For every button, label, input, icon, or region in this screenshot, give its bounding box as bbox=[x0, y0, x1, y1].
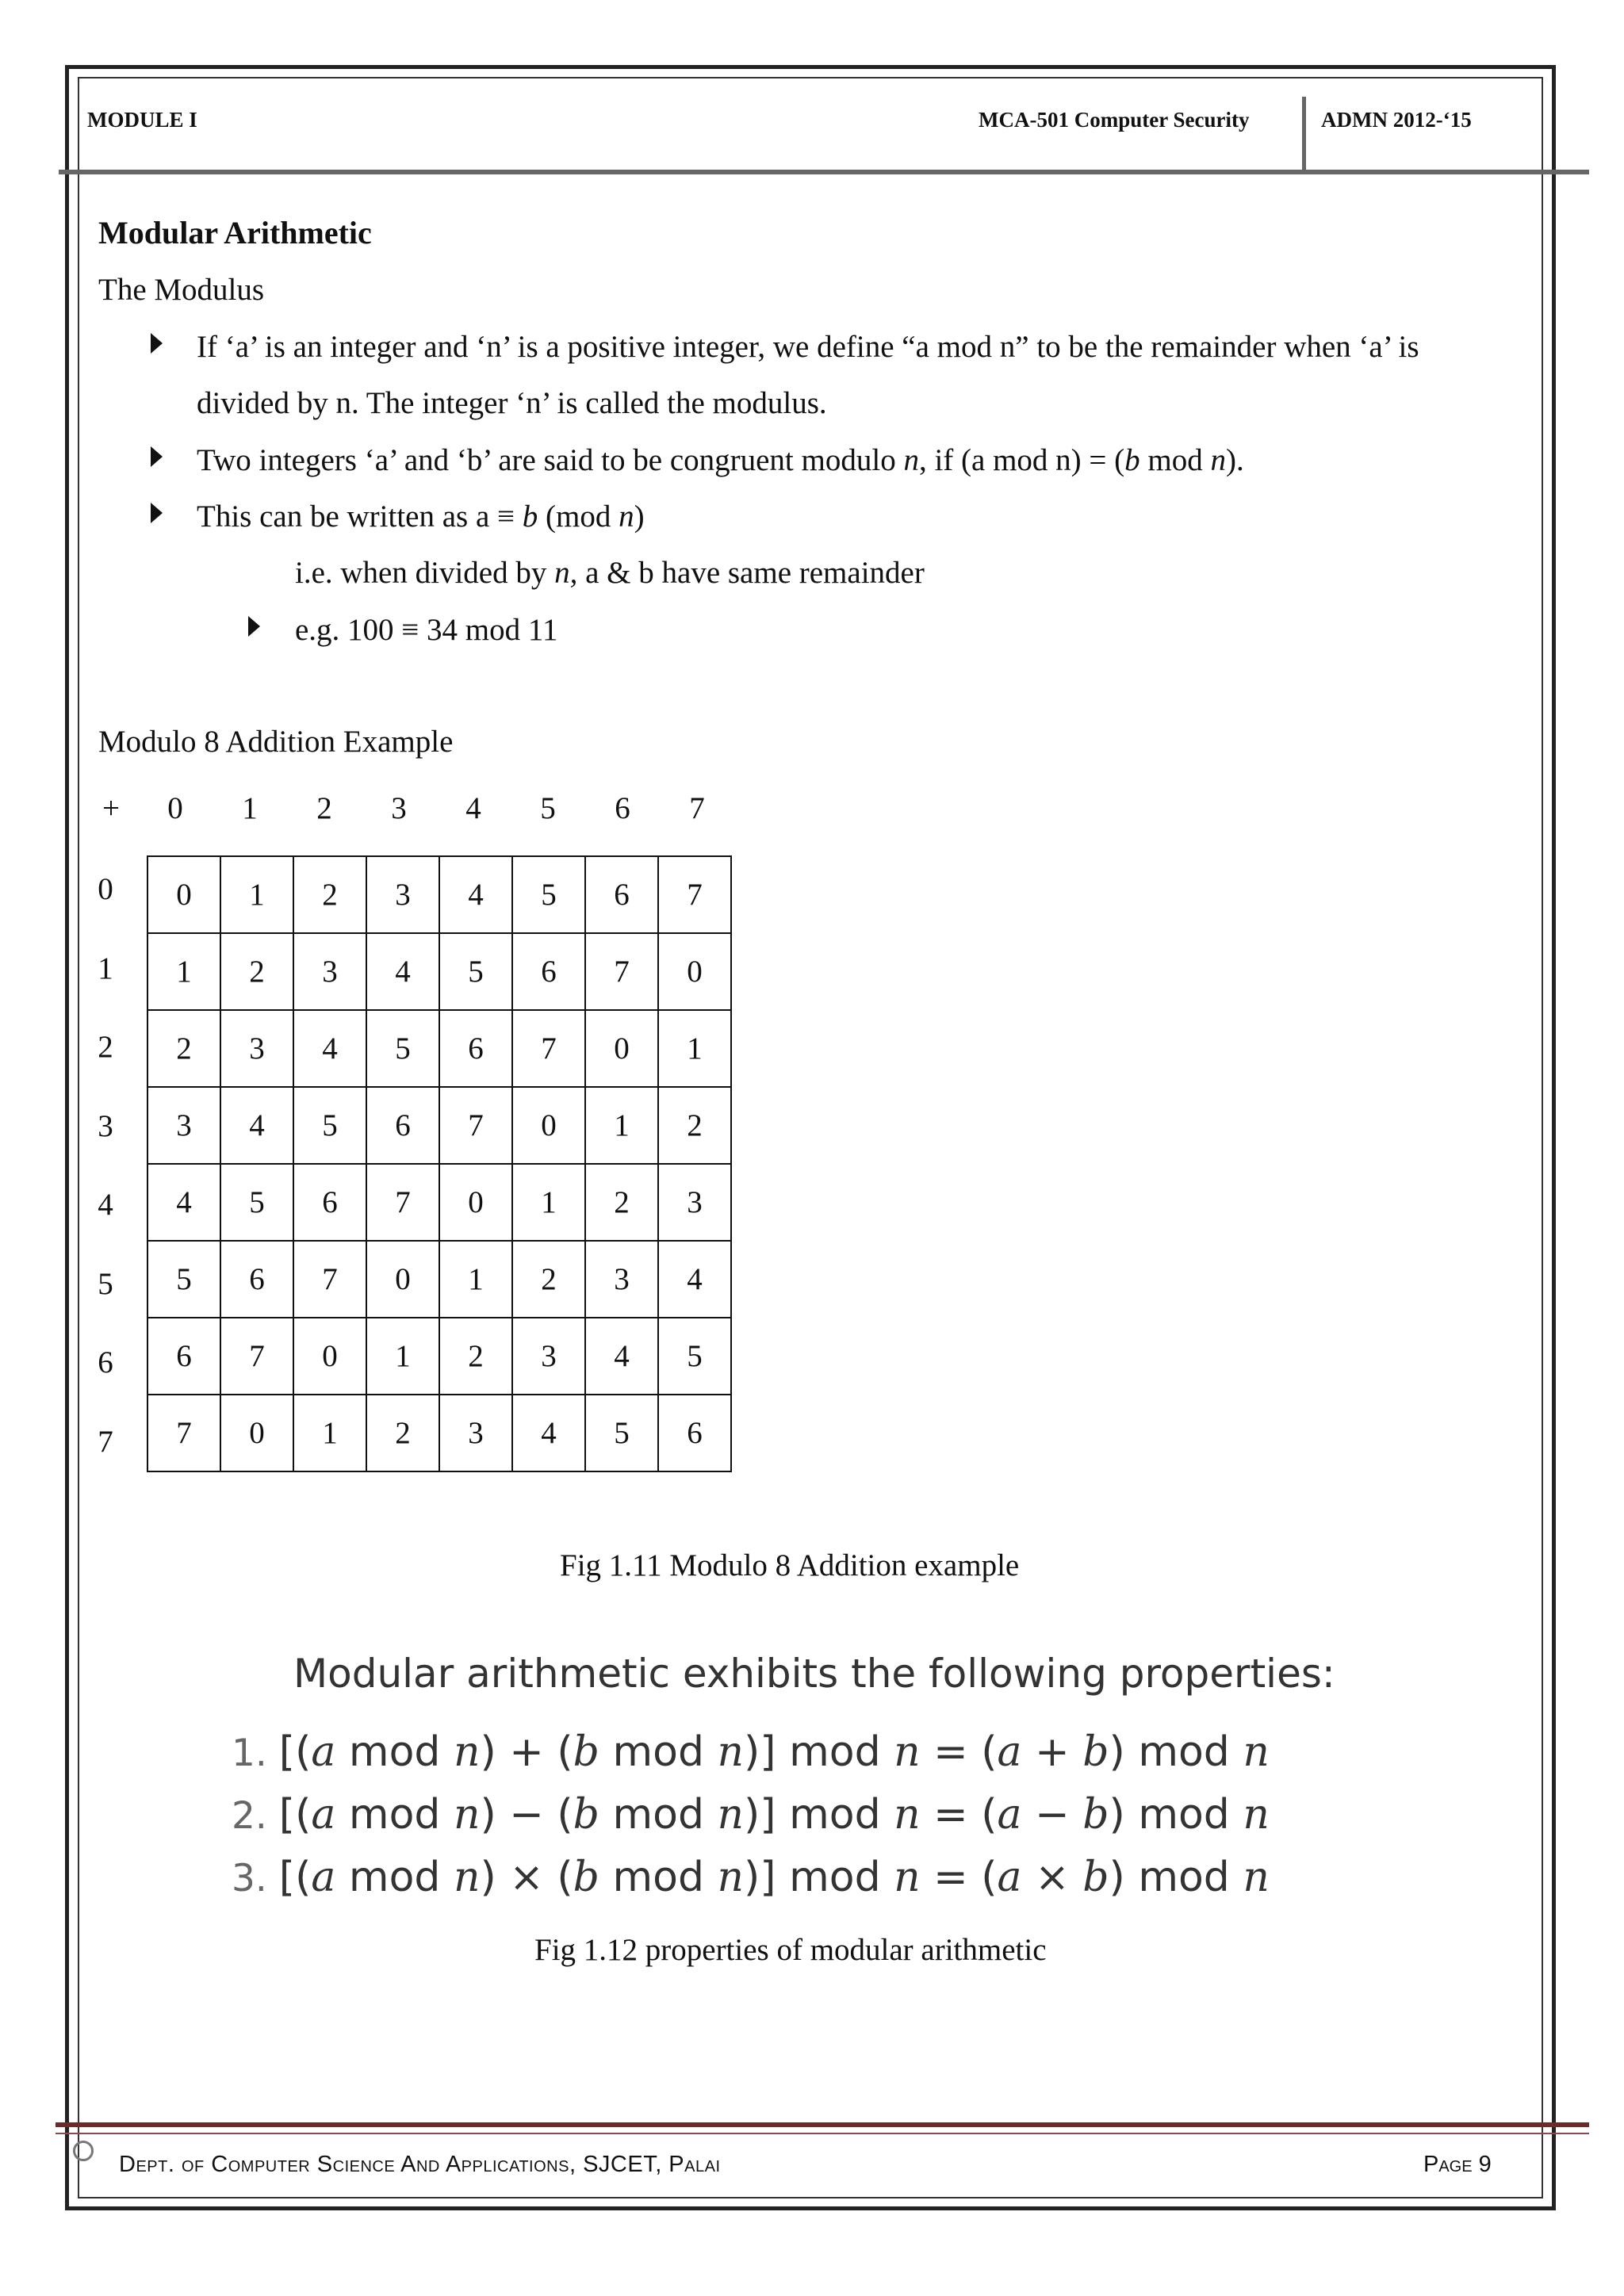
table-cell: 6 bbox=[147, 1318, 220, 1395]
table-cell: 1 bbox=[512, 1164, 585, 1241]
table-cell: 7 bbox=[293, 1241, 366, 1318]
property-item bbox=[232, 1728, 1270, 1776]
column-header: 3 bbox=[391, 791, 407, 825]
table-cell: 0 bbox=[512, 1087, 585, 1164]
table-cell: 5 bbox=[366, 1010, 439, 1087]
footer-department: Dept. of Computer Science And Applications, SJCET, Palai bbox=[119, 2152, 721, 2177]
section-title: Modular Arithmetic bbox=[98, 215, 372, 251]
column-header: 6 bbox=[615, 791, 630, 825]
properties-title: Modular arithmetic exhibits the following properties: bbox=[293, 1651, 1335, 1697]
row-label: 1 bbox=[98, 951, 113, 985]
table-cell: 6 bbox=[585, 856, 658, 933]
table-operator: + bbox=[102, 791, 120, 825]
bullet-arrow-icon bbox=[151, 446, 163, 467]
table-cell: 5 bbox=[220, 1164, 293, 1241]
note-text: i.e. when divided by bbox=[295, 556, 555, 590]
table-cell: 1 bbox=[658, 1010, 731, 1087]
bullet-3-text: This can be written as a ≡ bbox=[197, 499, 523, 534]
fig-1-12-caption: Fig 1.12 properties of modular arithmetic bbox=[534, 1933, 1047, 1967]
bullet-arrow-icon bbox=[248, 616, 260, 637]
table-cell: 7 bbox=[439, 1087, 512, 1164]
bullet-2-var: b bbox=[1124, 443, 1140, 477]
table-cell: 2 bbox=[512, 1241, 585, 1318]
table-cell: 2 bbox=[220, 933, 293, 1010]
bullet-2-var: n bbox=[903, 443, 919, 477]
property-number: 2. bbox=[232, 1794, 279, 1838]
table-cell: 3 bbox=[585, 1241, 658, 1318]
column-header: 4 bbox=[465, 791, 481, 825]
table-title: Modulo 8 Addition Example bbox=[98, 725, 454, 759]
table-cell: 6 bbox=[439, 1010, 512, 1087]
table-cell: 2 bbox=[658, 1087, 731, 1164]
table-cell: 2 bbox=[439, 1318, 512, 1395]
table-cell: 5 bbox=[147, 1241, 220, 1318]
table-cell: 6 bbox=[366, 1087, 439, 1164]
bullet-2-text: ). bbox=[1225, 443, 1244, 477]
table-cell: 4 bbox=[293, 1010, 366, 1087]
property-number: 1. bbox=[232, 1732, 279, 1775]
header-module: MODULE I bbox=[87, 108, 197, 132]
table-cell: 2 bbox=[366, 1395, 439, 1471]
column-header: 2 bbox=[316, 791, 332, 825]
column-header: 1 bbox=[242, 791, 258, 825]
table-cell: 3 bbox=[147, 1087, 220, 1164]
table-row bbox=[147, 1241, 731, 1318]
column-header: 7 bbox=[689, 791, 705, 825]
table-row bbox=[147, 933, 731, 1010]
property-item bbox=[232, 1854, 1270, 1901]
example-line: e.g. 100 ≡ 34 mod 11 bbox=[295, 613, 558, 647]
table-cell: 2 bbox=[585, 1164, 658, 1241]
footer-page-number: Page 9 bbox=[1423, 2152, 1492, 2177]
bullet-2-text: mod bbox=[1139, 443, 1211, 477]
table-cell: 3 bbox=[366, 856, 439, 933]
table-cell: 2 bbox=[147, 1010, 220, 1087]
table-cell: 0 bbox=[293, 1318, 366, 1395]
bullet-arrow-icon bbox=[151, 333, 163, 354]
table-cell: 3 bbox=[658, 1164, 731, 1241]
table-cell: 6 bbox=[293, 1164, 366, 1241]
row-label: 7 bbox=[98, 1424, 113, 1459]
bullet-1-line-1: If ‘a’ is an integer and ‘n’ is a positive integer, we define “a mod n” to be the remainder when ‘a’ is bbox=[197, 330, 1419, 364]
table-cell: 4 bbox=[512, 1395, 585, 1471]
table-cell: 1 bbox=[220, 856, 293, 933]
table-row bbox=[147, 1010, 731, 1087]
row-label: 0 bbox=[98, 872, 113, 906]
column-header: 0 bbox=[167, 791, 183, 825]
college-logo-icon bbox=[73, 2141, 94, 2161]
row-label: 4 bbox=[98, 1188, 113, 1222]
table-cell: 7 bbox=[658, 856, 731, 933]
table-cell: 4 bbox=[439, 856, 512, 933]
table-cell: 7 bbox=[220, 1318, 293, 1395]
table-cell: 1 bbox=[366, 1318, 439, 1395]
bullet-3-var: n bbox=[619, 499, 634, 534]
header-batch: ADMN 2012-‘15 bbox=[1321, 108, 1472, 132]
row-label: 6 bbox=[98, 1345, 113, 1380]
table-cell: 6 bbox=[512, 933, 585, 1010]
bullet-arrow-icon bbox=[151, 503, 163, 523]
table-cell: 1 bbox=[585, 1087, 658, 1164]
table-cell: 5 bbox=[293, 1087, 366, 1164]
footer-rule bbox=[56, 2122, 1589, 2127]
column-header: 5 bbox=[540, 791, 556, 825]
bullet-2 bbox=[197, 445, 1244, 476]
table-cell: 3 bbox=[220, 1010, 293, 1087]
note-var: n, bbox=[554, 556, 578, 590]
fig-1-11-caption: Fig 1.11 Modulo 8 Addition example bbox=[560, 1548, 1020, 1582]
table-cell: 7 bbox=[147, 1395, 220, 1471]
section-subtitle: The Modulus bbox=[98, 273, 265, 307]
table-cell: 4 bbox=[585, 1318, 658, 1395]
table-cell: 0 bbox=[147, 856, 220, 933]
bullet-3-text: ) bbox=[634, 499, 645, 534]
table-cell: 1 bbox=[439, 1241, 512, 1318]
table-cell: 1 bbox=[293, 1395, 366, 1471]
table-cell: 4 bbox=[366, 933, 439, 1010]
note-text: a & b have same remainder bbox=[577, 556, 925, 590]
property-formula: [(a mod n) × (b mod n)] mod n = (a × b) mod n bbox=[278, 1854, 1270, 1901]
table-cell: 0 bbox=[366, 1241, 439, 1318]
bullet-2-text: , if (a mod n) = ( bbox=[918, 443, 1125, 477]
header-separator bbox=[1302, 97, 1306, 170]
bullet-2-var: n bbox=[1210, 443, 1226, 477]
table-cell: 0 bbox=[585, 1010, 658, 1087]
table-cell: 2 bbox=[293, 856, 366, 933]
table-cell: 0 bbox=[658, 933, 731, 1010]
table-row bbox=[147, 1087, 731, 1164]
table-cell: 5 bbox=[512, 856, 585, 933]
table-cell: 5 bbox=[585, 1395, 658, 1471]
table-cell: 6 bbox=[658, 1395, 731, 1471]
table-cell: 7 bbox=[512, 1010, 585, 1087]
header-rule bbox=[59, 170, 1589, 174]
row-label: 5 bbox=[98, 1266, 113, 1301]
table-cell: 5 bbox=[439, 933, 512, 1010]
table-cell: 4 bbox=[658, 1241, 731, 1318]
row-label: 2 bbox=[98, 1030, 113, 1064]
bullet-2-text: Two integers ‘a’ and ‘b’ are said to be congruent modulo bbox=[197, 443, 904, 477]
table-cell: 7 bbox=[585, 933, 658, 1010]
table-cell: 3 bbox=[293, 933, 366, 1010]
table-cell: 4 bbox=[220, 1087, 293, 1164]
property-item bbox=[232, 1791, 1270, 1839]
table-cell: 0 bbox=[220, 1395, 293, 1471]
table-row bbox=[147, 1395, 731, 1471]
bullet-3-var: b bbox=[522, 499, 538, 534]
property-formula: [(a mod n) + (b mod n)] mod n = (a + b) mod n bbox=[278, 1728, 1270, 1776]
bullet-3 bbox=[197, 501, 645, 532]
table-cell: 4 bbox=[147, 1164, 220, 1241]
table-cell: 6 bbox=[220, 1241, 293, 1318]
property-formula: [(a mod n) − (b mod n)] mod n = (a − b) mod n bbox=[278, 1791, 1270, 1839]
row-label: 3 bbox=[98, 1108, 113, 1143]
table-cell: 1 bbox=[147, 933, 220, 1010]
table-row bbox=[147, 856, 731, 933]
addition-table bbox=[147, 855, 732, 1472]
note-line bbox=[295, 557, 925, 588]
table-cell: 5 bbox=[658, 1318, 731, 1395]
table-cell: 3 bbox=[512, 1318, 585, 1395]
header-course: MCA-501 Computer Security bbox=[979, 108, 1250, 132]
table-row bbox=[147, 1164, 731, 1241]
table-cell: 7 bbox=[366, 1164, 439, 1241]
bullet-1-line-2: divided by n. The integer ‘n’ is called the modulus. bbox=[197, 386, 827, 420]
table-row bbox=[147, 1318, 731, 1395]
property-number: 3. bbox=[232, 1857, 279, 1900]
table-cell: 3 bbox=[439, 1395, 512, 1471]
footer-rule-thin bbox=[56, 2133, 1589, 2134]
table-cell: 0 bbox=[439, 1164, 512, 1241]
bullet-3-text: (mod bbox=[538, 499, 619, 534]
